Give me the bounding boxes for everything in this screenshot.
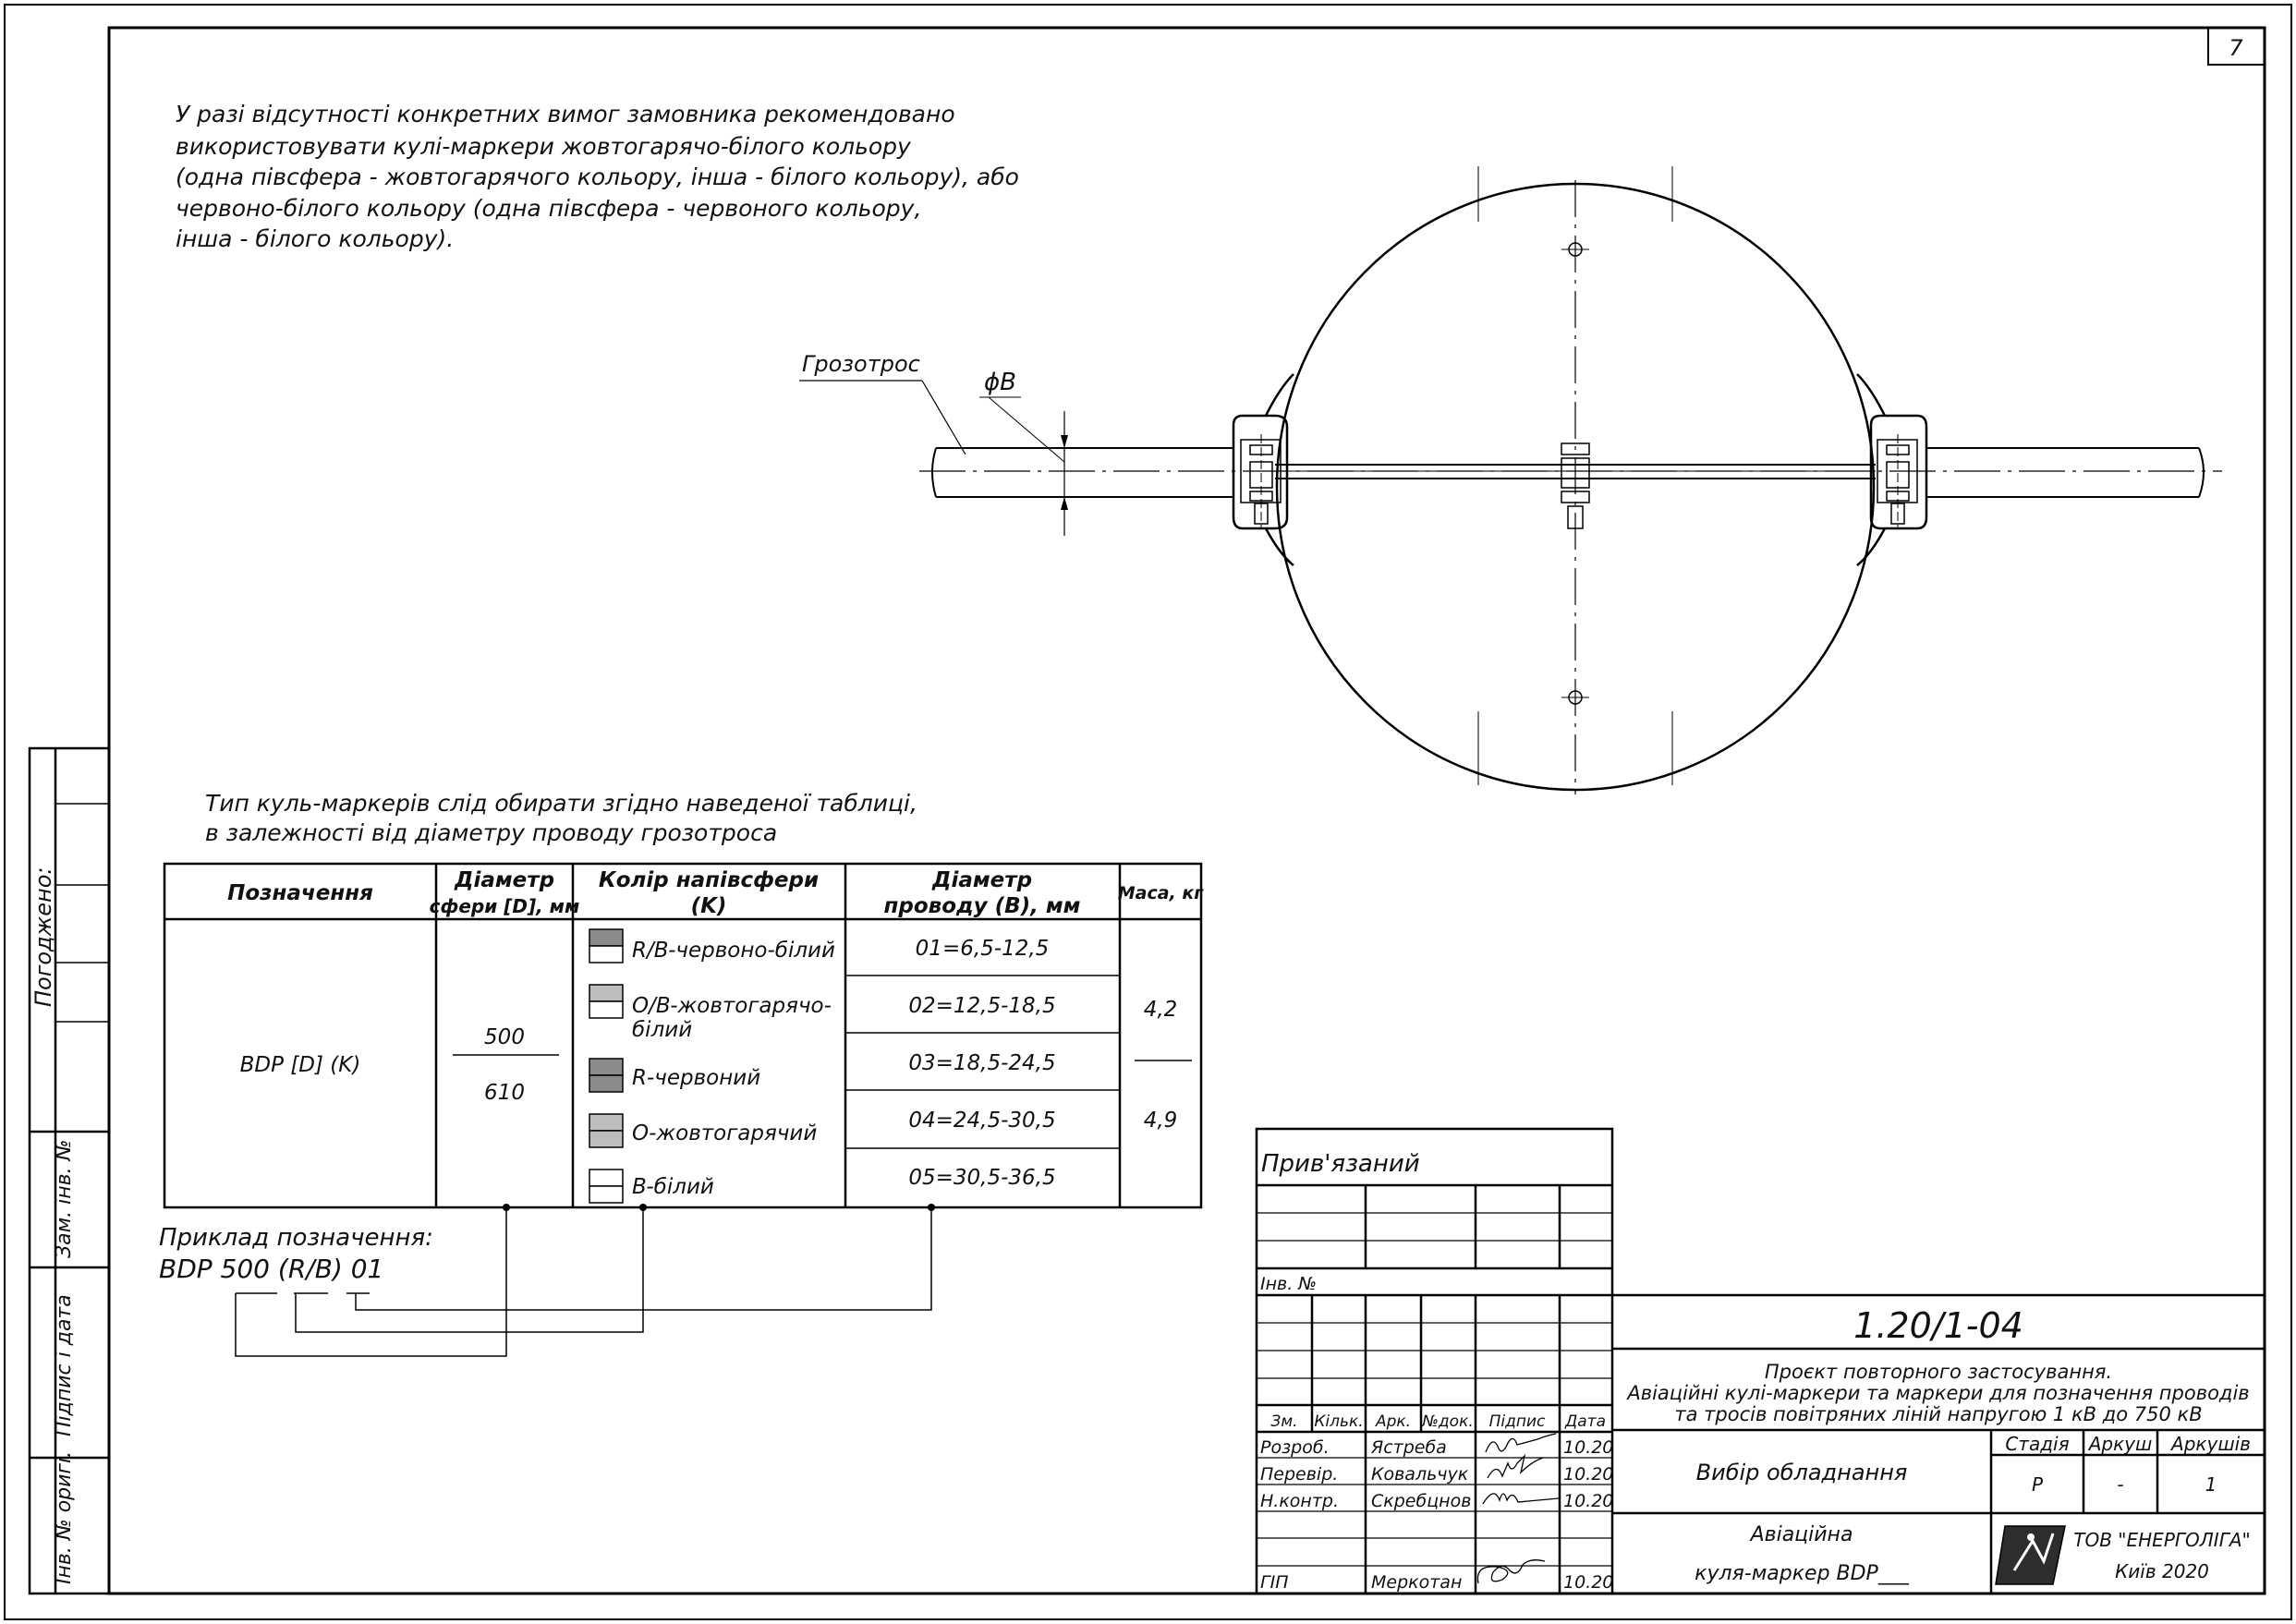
- signer-date: 10.20: [1563, 1464, 1614, 1485]
- left-sidebar: [30, 748, 109, 1594]
- note-line: інша - білого кольору).: [176, 225, 455, 252]
- table-intro: [205, 790, 917, 846]
- inv-no-label: Інв. №: [1260, 1274, 1318, 1294]
- header-wire-diameter: Діаметр: [931, 868, 1033, 892]
- color-label: R-червоний: [632, 1066, 761, 1090]
- swatch-top: [589, 1114, 623, 1131]
- diameter-dimension: [979, 397, 1068, 536]
- note-line: У разі відсутності конкретних вимог замовника рекомендовано: [176, 101, 955, 127]
- city-year: Київ 2020: [2115, 1560, 2209, 1582]
- swatch-bottom: [589, 1131, 623, 1147]
- replace-inv-label: Зам. інв. №: [53, 1139, 76, 1258]
- signer-date: 10.20: [1563, 1572, 1614, 1593]
- ball-marker-drawing: [799, 166, 2222, 794]
- selection-table: [164, 864, 1204, 1207]
- title-block: [1257, 1129, 2265, 1594]
- swatch-top: [589, 985, 623, 1001]
- header-color: Колір напівсфери: [598, 868, 820, 892]
- sheet-title: Вибір обладнання: [1695, 1460, 1908, 1485]
- col-header-change: Зм.: [1270, 1412, 1298, 1431]
- ground-wire: [932, 448, 2204, 497]
- color-label-cont: білий: [632, 1018, 693, 1042]
- signer-name: Ковальчук: [1371, 1464, 1469, 1485]
- sheet-header: Аркуш: [2088, 1433, 2153, 1455]
- signature-scribble: [1488, 1456, 1543, 1478]
- sphere-diameter-500: 500: [484, 1025, 525, 1049]
- signer-name: Скребцнов: [1371, 1491, 1472, 1511]
- color-label: O-жовтогарячий: [632, 1121, 818, 1145]
- header-mass: Маса, кг: [1117, 883, 1204, 903]
- swatch-top: [589, 1170, 623, 1186]
- mass-500: 4,2: [1143, 998, 1178, 1022]
- wire-diameter-value: 04=24,5-30,5: [908, 1109, 1056, 1133]
- sheet-value: -: [2117, 1473, 2124, 1496]
- top-note: [176, 101, 1019, 252]
- header-sphere-diameter-unit: сфери [D], мм: [429, 895, 580, 917]
- signer-role: Перевір.: [1260, 1464, 1339, 1485]
- sheet-number-box: [2208, 28, 2265, 65]
- header-wire-diameter-unit: проводу (B), мм: [883, 894, 1081, 918]
- col-header-date: Дата: [1564, 1412, 1607, 1431]
- wire-diameter-value: 01=6,5-12,5: [915, 937, 1050, 961]
- signer-date: 10.20: [1563, 1437, 1614, 1458]
- wire-diameter-value: 05=30,5-36,5: [908, 1166, 1056, 1190]
- wire-diameter-value: 02=12,5-18,5: [908, 994, 1056, 1018]
- col-header-qty: Кільк.: [1314, 1412, 1364, 1431]
- swatch-top: [589, 929, 623, 946]
- sheets-value: 1: [2205, 1473, 2217, 1496]
- color-row: [589, 985, 832, 1042]
- header-sphere-diameter: Діаметр: [454, 868, 555, 892]
- left-clamp: [1233, 374, 1294, 565]
- color-label: B-білий: [632, 1175, 714, 1199]
- sphere-diameter-610: 610: [484, 1081, 525, 1105]
- header-color-code: (K): [690, 894, 727, 918]
- product-line: Авіаційна: [1750, 1523, 1853, 1546]
- mass-610: 4,9: [1143, 1109, 1178, 1133]
- diameter-label: ϕB: [984, 369, 1016, 396]
- swatch-bottom: [589, 1075, 623, 1092]
- signer-name: Меркотан: [1371, 1572, 1463, 1593]
- swatch-bottom: [589, 1001, 623, 1018]
- col-header-sheet: Арк.: [1375, 1412, 1412, 1431]
- signer-role: ГІП: [1260, 1572, 1289, 1593]
- stage-header: Стадія: [2005, 1433, 2070, 1455]
- product-line: куля-маркер BDP___: [1695, 1562, 1909, 1585]
- color-row: [589, 1170, 714, 1203]
- sheet-number: 7: [2229, 35, 2243, 61]
- swatch-bottom: [589, 1186, 623, 1203]
- example-code: BDP 500 (R/B) 01: [159, 1254, 384, 1284]
- example-designation: [159, 1204, 935, 1356]
- agreed-label: Погоджено:: [30, 867, 56, 1007]
- note-line: червоно-білого кольору (одна півсфера - червоного кольору,: [176, 195, 922, 222]
- intro-line: в залежності від діаметру проводу грозотроса: [205, 819, 778, 846]
- note-line: (одна півсфера - жовтогарячого кольору, інша - білого кольору), або: [176, 164, 1019, 190]
- col-header-sign: Підпис: [1488, 1412, 1546, 1431]
- signer-name: Ястреба: [1371, 1437, 1447, 1458]
- example-title: Приклад позначення:: [159, 1224, 433, 1252]
- signature-scribble: [1486, 1434, 1556, 1452]
- swatch-top: [589, 1059, 623, 1075]
- doc-code: 1.20/1-04: [1853, 1305, 2023, 1346]
- designation-cell: BDP [D] (K): [239, 1053, 361, 1077]
- signature-scribble: [1477, 1560, 1545, 1583]
- signatures: [1477, 1434, 1559, 1583]
- right-clamp: [1857, 374, 1926, 565]
- company-name: ТОВ "ЕНЕРГОЛІГА": [2073, 1529, 2251, 1551]
- col-header-doc: №док.: [1422, 1412, 1474, 1431]
- project-line: та тросів повітряних ліній напругою 1 кВ до 750 кВ: [1674, 1403, 2203, 1425]
- wire-diameter-value: 03=18,5-24,5: [908, 1051, 1056, 1075]
- inv-orig-label: Інв. № оригі.: [53, 1450, 76, 1584]
- color-row: [589, 1059, 760, 1092]
- note-line: використовувати кулі-маркери жовтогарячо-білого кольору: [176, 133, 911, 160]
- stage-value: Р: [2031, 1473, 2044, 1496]
- cable-label: Грозотрос: [802, 351, 920, 377]
- signature-scribble: [1483, 1494, 1559, 1504]
- signer-role: Розроб.: [1260, 1437, 1330, 1458]
- swatch-bottom: [589, 946, 623, 963]
- color-row: [589, 929, 835, 963]
- color-row: [589, 1114, 817, 1147]
- project-line: Проєкт повторного застосування.: [1764, 1361, 2113, 1383]
- bound-label: Прив'язаний: [1261, 1150, 1420, 1178]
- project-line: Авіаційні кулі-маркери та маркери для позначення проводів: [1627, 1382, 2250, 1404]
- company-logo: [1996, 1526, 2065, 1584]
- header-designation: Позначення: [227, 881, 373, 905]
- color-label: R/B-червоно-білий: [632, 939, 835, 963]
- signer-date: 10.20: [1563, 1491, 1614, 1511]
- signer-role: Н.контр.: [1260, 1491, 1340, 1511]
- color-label: O/B-жовтогарячо-: [632, 994, 832, 1018]
- sign-date-label: Підпис і дата: [53, 1294, 76, 1436]
- sheets-header: Аркушів: [2171, 1433, 2251, 1455]
- intro-line: Тип куль-маркерів слід обирати згідно наведеної таблиці,: [205, 790, 917, 817]
